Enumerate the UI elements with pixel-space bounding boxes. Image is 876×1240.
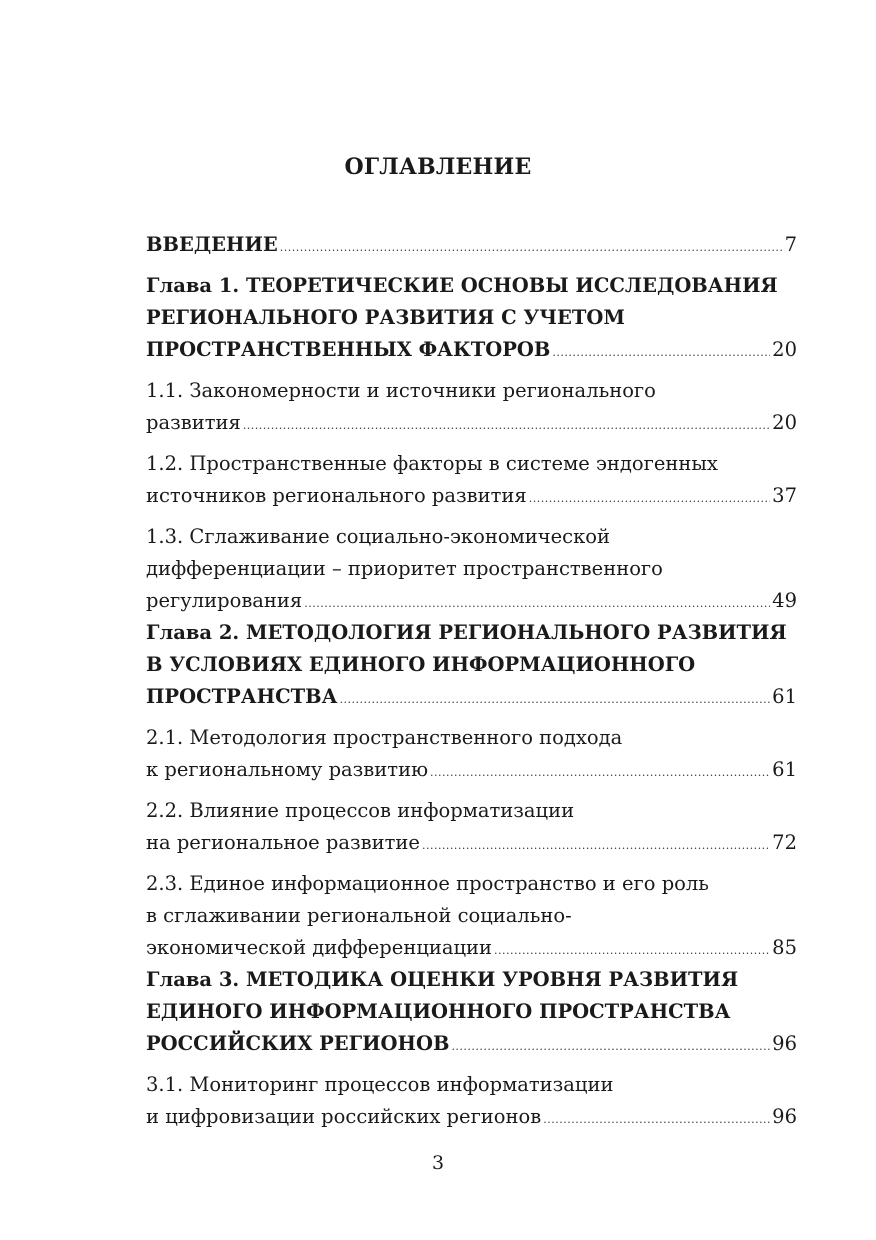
dot-leader <box>451 1031 770 1063</box>
table-of-contents <box>146 229 797 1133</box>
toc-entry-title: ЕДИНОГО ИНФОРМАЦИОННОГО ПРОСТРАНСТВА <box>146 1000 731 1023</box>
toc-entry-section-2-2[interactable] <box>146 795 797 859</box>
toc-entry-title: 2.1. Методология пространственного подхода <box>146 726 623 749</box>
toc-page-number: 72 <box>772 831 797 854</box>
dot-leader <box>304 588 770 620</box>
toc-entry-title: 1.3. Сглаживание социально-экономической <box>146 525 611 548</box>
toc-entry-chapter-2[interactable] <box>146 617 797 713</box>
toc-entry-title: на региональное развитие <box>146 831 420 854</box>
toc-entry-title: источников регионального развития <box>146 484 527 507</box>
dot-leader <box>430 757 770 789</box>
toc-entry-title: Глава 3. МЕТОДИКА ОЦЕНКИ УРОВНЯ РАЗВИТИЯ <box>146 968 739 991</box>
page-number: 3 <box>431 1152 445 1174</box>
toc-entry-chapter-3[interactable] <box>146 964 797 1060</box>
toc-page-number: 20 <box>772 411 797 434</box>
toc-entry-title: к региональному развитию <box>146 758 429 781</box>
dot-leader <box>494 935 770 967</box>
page-title: ОГЛАВЛЕНИЕ <box>344 154 532 180</box>
toc-entry-introduction[interactable] <box>146 229 797 261</box>
toc-entry-title: экономической дифференциации <box>146 936 493 959</box>
toc-entry-title: 1.2. Пространственные факторы в системе эндогенных <box>146 452 718 475</box>
toc-entry-title: развития <box>146 411 241 434</box>
toc-entry-section-1-3[interactable] <box>146 521 797 617</box>
toc-entry-title: РОССИЙСКИХ РЕГИОНОВ <box>146 1032 450 1055</box>
toc-page-number: 96 <box>772 1032 797 1055</box>
dot-leader <box>339 684 770 716</box>
toc-entry-section-1-2[interactable] <box>146 448 797 512</box>
toc-entry-title: 3.1. Мониторинг процессов информатизации <box>146 1073 614 1096</box>
toc-entry-title: регулирования <box>146 589 303 612</box>
toc-page-number: 7 <box>784 233 797 256</box>
toc-entry-title: РЕГИОНАЛЬНОГО РАЗВИТИЯ С УЧЕТОМ <box>146 306 626 329</box>
dot-leader <box>552 337 770 369</box>
toc-entry-title: 2.2. Влияние процессов информатизации <box>146 799 575 822</box>
toc-page-number: 61 <box>772 685 797 708</box>
toc-entry-title: В УСЛОВИЯХ ЕДИНОГО ИНФОРМАЦИОННОГО <box>146 653 696 676</box>
toc-entry-title: дифференциации – приоритет пространственного <box>146 557 663 580</box>
toc-entry-chapter-1[interactable] <box>146 270 797 366</box>
toc-entry-title: в сглаживании региональной социально- <box>146 904 572 927</box>
toc-entry-section-2-1[interactable] <box>146 722 797 786</box>
toc-entry-title: Глава 1. ТЕОРЕТИЧЕСКИЕ ОСНОВЫ ИССЛЕДОВАНИЯ <box>146 274 778 297</box>
dot-leader <box>243 410 770 442</box>
toc-page-number: 49 <box>772 589 797 612</box>
dot-leader <box>422 830 770 862</box>
toc-page-number: 37 <box>772 484 797 507</box>
toc-entry-title: ПРОСТРАНСТВА <box>146 685 338 708</box>
toc-entry-section-2-3[interactable] <box>146 868 797 964</box>
toc-entry-title: 2.3. Единое информационное пространство и его роль <box>146 872 709 895</box>
toc-page-number: 61 <box>772 758 797 781</box>
toc-entry-section-3-1[interactable] <box>146 1069 797 1133</box>
toc-page-number: 85 <box>772 936 797 959</box>
dot-leader <box>280 232 783 264</box>
dot-leader <box>529 483 770 515</box>
toc-entry-title: ПРОСТРАНСТВЕННЫХ ФАКТОРОВ <box>146 338 551 361</box>
toc-page-number: 20 <box>772 338 797 361</box>
toc-entry-title: Глава 2. МЕТОДОЛОГИЯ РЕГИОНАЛЬНОГО РАЗВИТИЯ <box>146 621 787 644</box>
toc-page-number: 96 <box>772 1105 797 1128</box>
toc-entry-section-1-1[interactable] <box>146 375 797 439</box>
toc-entry-title: ВВЕДЕНИЕ <box>146 233 278 256</box>
dot-leader <box>543 1104 770 1136</box>
toc-entry-title: 1.1. Закономерности и источники регионального <box>146 379 656 402</box>
toc-entry-title: и цифровизации российских регионов <box>146 1105 542 1128</box>
